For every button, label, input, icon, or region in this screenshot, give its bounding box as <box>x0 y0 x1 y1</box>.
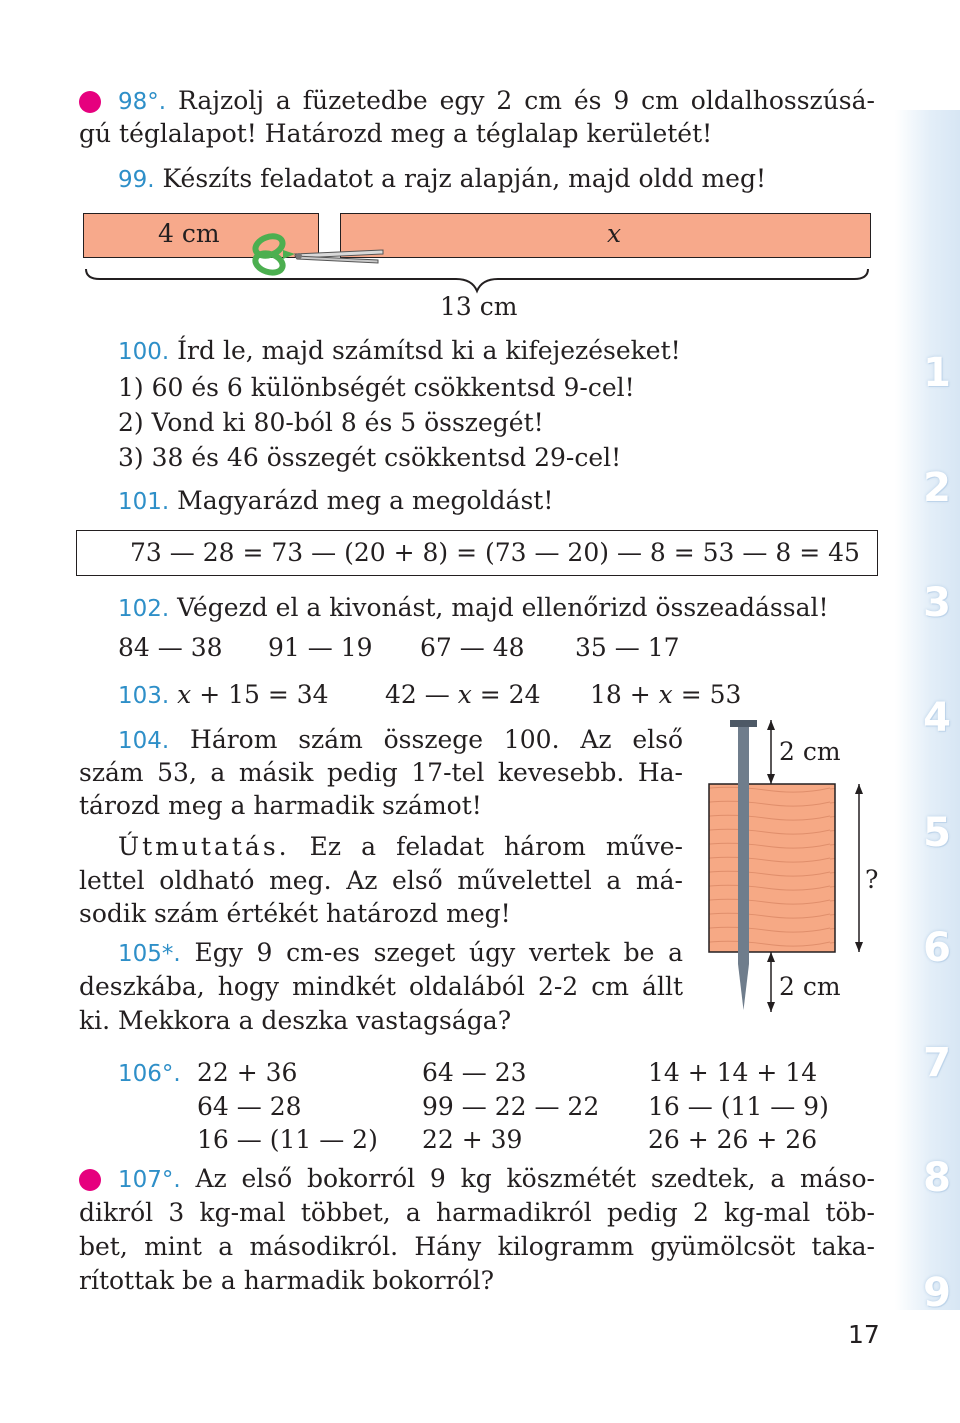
side-number: 9 <box>923 1270 951 1316</box>
expression: 22 + 39 <box>422 1125 523 1154</box>
exercise-103-eq3: 18 + x = 53 <box>590 680 742 709</box>
exercise-100-item: 2) Vond ki 80-ból 8 és 5 összegét! <box>118 408 544 437</box>
nail-tip <box>738 964 749 1010</box>
expression: 84 — 38 <box>118 633 223 662</box>
exercise-number: 99. <box>118 167 155 193</box>
exercise-103-eq1: 103. x + 15 = 34 <box>118 680 329 709</box>
expression: 91 — 19 <box>268 633 373 662</box>
total-brace <box>80 265 875 295</box>
paper-strip-right <box>340 213 871 258</box>
exercise-number: 98°. <box>118 89 167 115</box>
expression: 67 — 48 <box>420 633 525 662</box>
exercise-104-line3: tározd meg a harmadik számot! <box>79 791 482 820</box>
expression: 22 + 36 <box>197 1058 298 1087</box>
exercise-number: 103. <box>118 683 170 709</box>
exercise-number: 100. <box>118 339 170 365</box>
formula: 73 — 28 = 73 — (20 + 8) = (73 — 20) — 8 = 53 — 8 = 45 <box>130 538 860 567</box>
exercise-107-line2: dikról 3 kg-mal többet, a harmadikról pedig 2 kg-mal töb- <box>79 1198 875 1227</box>
strip-right-label: x <box>607 219 622 248</box>
exercise-99-line: 99. Készíts feladatot a rajz alapján, majd oldd meg! <box>118 164 766 193</box>
board-question-label: ? <box>865 865 879 894</box>
side-number: 3 <box>923 580 951 626</box>
exercise-number: 104. <box>118 728 170 754</box>
exercise-104-line5: lettel oldható meg. Az első művelettel a má- <box>79 866 683 895</box>
nail-top-label: 2 cm <box>779 737 841 766</box>
bullet-icon <box>79 91 101 113</box>
side-number: 4 <box>923 695 951 741</box>
total-length-label: 13 cm <box>440 292 518 321</box>
exercise-number: 102. <box>118 596 170 622</box>
expression: 16 — (11 — 9) <box>648 1092 829 1121</box>
side-number: 7 <box>923 1040 951 1086</box>
nail-head <box>730 720 757 727</box>
exercise-100-line: 100. Írd le, majd számítsd ki a kifejezéseket! <box>118 336 681 365</box>
exercise-number: 105*. <box>118 941 181 967</box>
exercise-105-line1: 105*. Egy 9 cm-es szeget úgy vertek be a <box>118 938 684 967</box>
exercise-107-line1: 107°. Az első bokorról 9 kg köszmétét szedtek, a máso- <box>118 1164 875 1193</box>
side-number: 8 <box>923 1155 951 1201</box>
exercise-104-line6: sodik szám értékét határozd meg! <box>79 899 511 928</box>
side-number: 1 <box>923 350 951 396</box>
expression: 26 + 26 + 26 <box>648 1125 818 1154</box>
expression: 64 — 28 <box>197 1092 302 1121</box>
exercise-100-item: 1) 60 és 6 különbségét csökkentsd 9-cel! <box>118 373 635 402</box>
exercise-107-line3: bet, mint a másodikról. Hány kilogramm gyümölcsöt taka- <box>79 1232 875 1261</box>
expression: 35 — 17 <box>575 633 680 662</box>
expression: 99 — 22 — 22 <box>422 1092 600 1121</box>
side-number: 6 <box>923 925 951 971</box>
exercise-105-line3: ki. Mekkora a deszka vastagsága? <box>79 1006 512 1035</box>
exercise-number: 106°. <box>118 1061 181 1087</box>
exercise-101-line: 101. Magyarázd meg a megoldást! <box>118 486 554 515</box>
expression: 16 — (11 — 2) <box>197 1125 378 1154</box>
hint-label: Útmutatás. <box>118 832 290 861</box>
strip-left-label: 4 cm <box>158 219 220 248</box>
exercise-number: 107°. <box>118 1167 181 1193</box>
board <box>709 784 835 952</box>
exercise-105-line2: deszkába, hogy mindkét oldalából 2-2 cm állt <box>79 972 683 1001</box>
nail-bottom-label: 2 cm <box>779 972 841 1001</box>
exercise-98-line1: 98°. Rajzolj a füzetedbe egy 2 cm és 9 cm oldalhosszúsá- <box>118 86 875 115</box>
exercise-104-line2: szám 53, a másik pedig 17-tel kevesebb. Ha- <box>79 758 683 787</box>
exercise-104-hint: Útmutatás. Ez a feladat három műve- <box>118 832 683 861</box>
page-number: 17 <box>848 1320 880 1349</box>
expression: 64 — 23 <box>422 1058 527 1087</box>
expression: 14 + 14 + 14 <box>648 1058 818 1087</box>
exercise-104-line1: 104. Három szám összege 100. Az első <box>118 725 684 754</box>
exercise-98-line2: gú téglalapot! Határozd meg a téglalap kerületét! <box>79 119 713 148</box>
side-number: 5 <box>923 810 951 856</box>
exercise-number: 101. <box>118 489 170 515</box>
bullet-icon <box>79 1169 101 1191</box>
side-number: 2 <box>923 465 951 511</box>
exercise-106-num <box>118 1058 181 1089</box>
exercise-103-eq2: 42 — x = 24 <box>385 680 541 709</box>
nail-shaft <box>738 724 749 964</box>
exercise-100-item: 3) 38 és 46 összegét csökkentsd 29-cel! <box>118 443 622 472</box>
exercise-107-line4: rítottak be a harmadik bokorról? <box>79 1266 495 1295</box>
exercise-102-line: 102. Végezd el a kivonást, majd ellenőrizd összeadással! <box>118 593 829 622</box>
